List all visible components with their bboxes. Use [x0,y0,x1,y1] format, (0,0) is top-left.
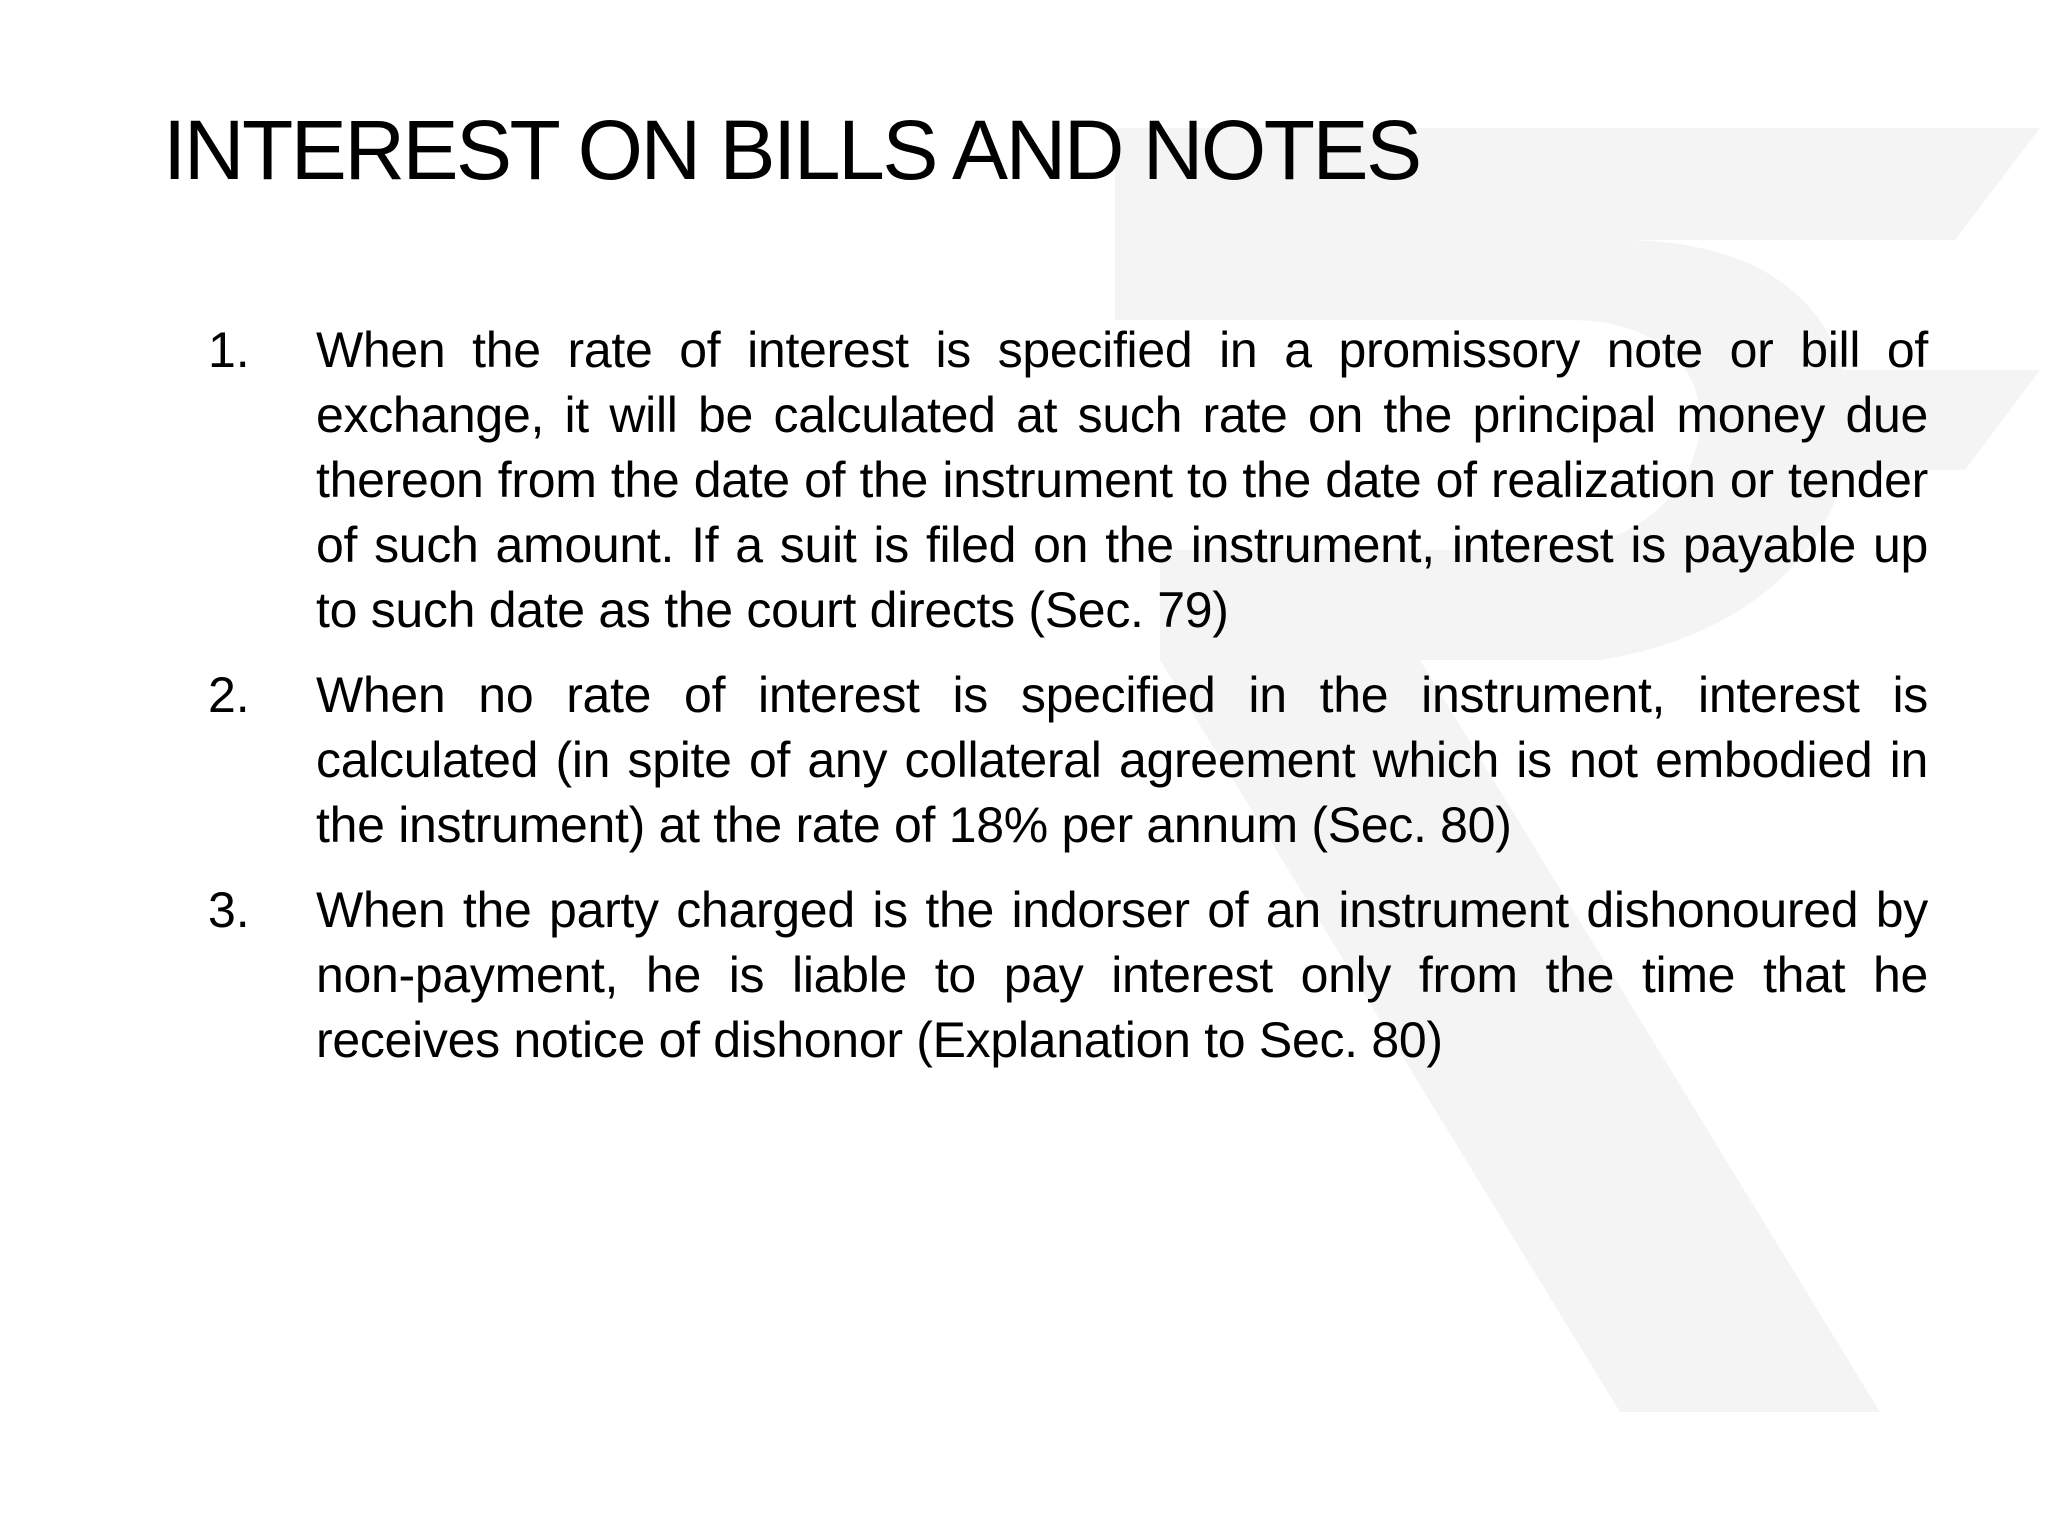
list-item [208,318,1928,643]
list-item [208,663,1928,858]
list-item-text: When the rate of interest is specified in a promissory note or bill of exchange, it will be calculated at such rate on the principal money due thereon from the date of the instrument to the date of realization or tender of such amount. If a suit is filed on the instrument, interest is payable up to such date as the court directs (Sec. 79) [316,322,1928,638]
list-item-number: 2. [208,667,250,723]
list-item-text: When no rate of interest is specified in the instrument, interest is calculated (in spite of any collateral agreement which is not embodied in the instrument) at the rate of 18% per annum (Sec. 80) [316,667,1928,853]
list-item-number: 3. [208,882,250,938]
list-item [208,878,1928,1073]
slide-title: INTEREST ON BILLS AND NOTES [163,103,1420,197]
list-item-text: When the party charged is the indorser of an instrument dishonoured by non-payment, he is liable to pay interest only from the time that he receives notice of dishonor (Explanation to Sec. 80) [316,882,1928,1068]
list-item-number: 1. [208,322,250,378]
points-list [208,318,1928,1093]
